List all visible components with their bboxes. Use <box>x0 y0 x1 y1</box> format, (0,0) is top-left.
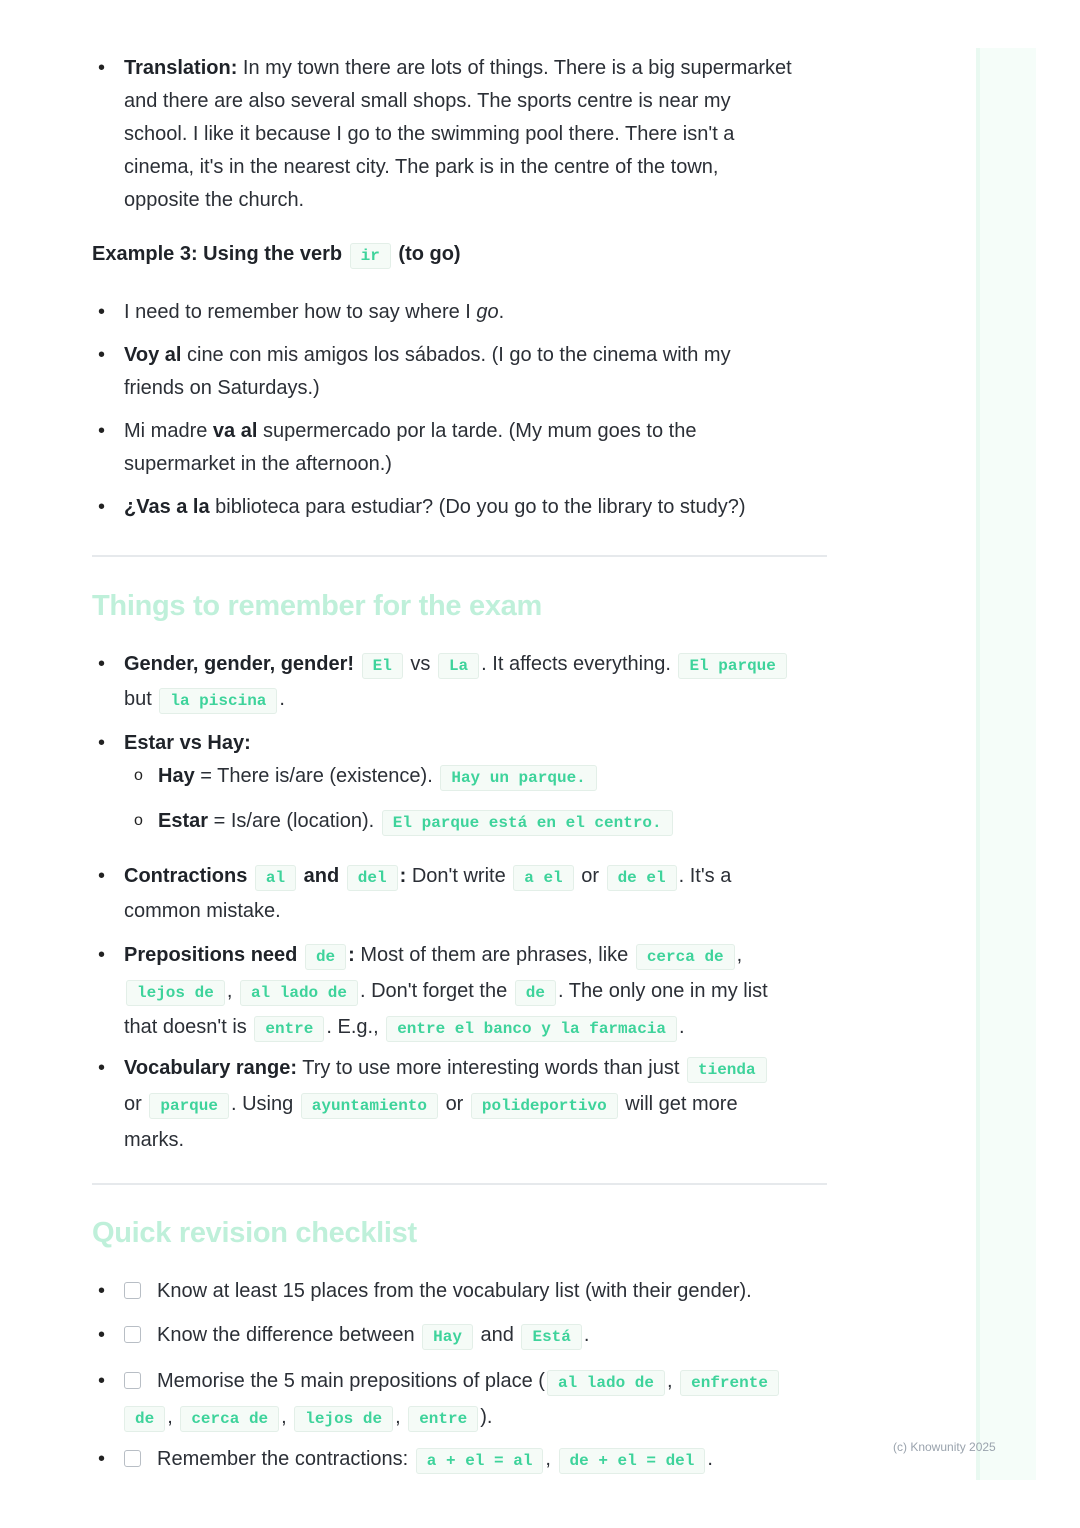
section-divider <box>92 555 827 557</box>
exam-bullet-vocabulary: • Vocabulary range: Try to use more interesting words than just tienda or parque . Using ayuntamiento or polideportivo will get more marks. <box>124 1051 769 1157</box>
example-3-bullet-1: • I need to remember how to say where I go. <box>124 296 504 329</box>
checkbox[interactable] <box>124 1372 141 1389</box>
checklist-section-title: Quick revision checklist <box>92 1217 417 1249</box>
example-3-bullet-3: • Mi madre va al supermercado por la tarde. (My mum goes to the supermarket in the afternoon.) <box>124 415 696 481</box>
checkbox[interactable] <box>124 1326 141 1343</box>
translation-bullet: • Translation: In my town there are lots of things. There is a big supermarket and there are also several small shops. The sports centre is near my school. I like it because I go to the swimming pool there. There isn't a cinema, it's in the nearest city. The park is in the centre of the town, opposite the church. <box>124 52 792 217</box>
checklist-item-4: • Remember the contractions: a + el = al , de + el = del . <box>124 1443 713 1478</box>
checklist-item-3: • Memorise the 5 main prepositions of place ( al lado de , enfrente de , cerca de , lejos de , entre ). <box>124 1364 781 1436</box>
subitem-hay: o Hay = There is/are (existence). Hay un parque. <box>158 760 599 795</box>
example-3-bullet-2: • Voy al cine con mis amigos los sábados. (I go to the cinema with my friends on Saturdays.) <box>124 339 731 405</box>
subitem-estar: o Estar = Is/are (location). El parque está en el centro. <box>158 805 675 840</box>
code-ir: ir <box>350 243 391 269</box>
exam-bullet-estar-hay: • Estar vs Hay: <box>124 727 251 760</box>
checkbox[interactable] <box>124 1450 141 1467</box>
exam-bullet-prepositions: • Prepositions need de : Most of them are phrases, like cerca de , lejos de , al lado de . Don't forget the de . The only one in my list that doesn't is entre . E.g., entre el banco y la farmacia . <box>124 938 768 1046</box>
checklist-item-2: • Know the difference between Hay and Está . <box>124 1319 589 1354</box>
example-3-bullet-4: • ¿Vas a la biblioteca para estudiar? (Do you go to the library to study?) <box>124 491 745 524</box>
example-3-heading: Example 3: Using the verb ir (to go) <box>92 238 461 273</box>
section-divider <box>92 1183 827 1185</box>
right-margin-panel <box>976 48 1036 1480</box>
checklist-item-1: • Know at least 15 places from the vocabulary list (with their gender). <box>124 1275 752 1308</box>
exam-bullet-gender: • Gender, gender, gender! El vs La . It affects everything. El parque but la piscina . <box>124 648 789 718</box>
exam-bullet-contractions: • Contractions al and del : Don't write a el or de el . It's a common mistake. <box>124 860 731 928</box>
exam-section-title: Things to remember for the exam <box>92 590 542 622</box>
checkbox[interactable] <box>124 1282 141 1299</box>
watermark: (c) Knowunity 2025 <box>893 1440 996 1454</box>
